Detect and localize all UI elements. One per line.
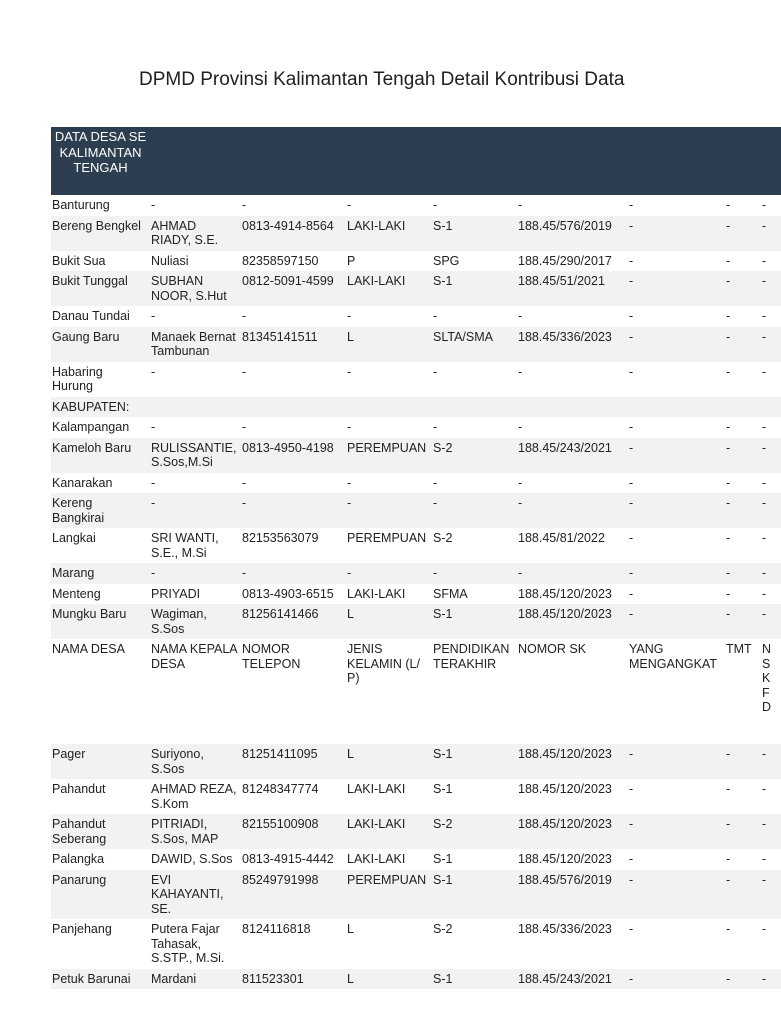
table-cell: -	[761, 327, 781, 362]
table-cell: 0812-5091-4599	[241, 271, 346, 306]
table-cell: N S K F D	[762, 642, 772, 714]
table-cell: -	[725, 969, 761, 990]
table-cell: -	[726, 852, 731, 866]
table-cell: -	[761, 216, 781, 251]
table-cell: -	[726, 364, 731, 379]
table-cell: -	[725, 438, 761, 473]
table-cell: -	[629, 531, 634, 545]
table-cell: -	[433, 475, 438, 490]
table-cell: -	[725, 744, 761, 779]
table-row	[51, 604, 781, 639]
table-cell: AHMAD RIADY, S.E.	[150, 216, 241, 251]
table-cell: Langkai	[52, 531, 96, 545]
table-cell: SPG	[433, 253, 460, 268]
table-cell: Panarung	[51, 870, 150, 920]
table-cell: Nuliasi	[151, 253, 189, 268]
table-cell: L	[346, 744, 432, 779]
table-cell: -	[242, 198, 247, 212]
table-row	[51, 563, 781, 584]
table-cell	[725, 397, 761, 418]
table-cell: -	[726, 198, 731, 212]
table-cell: LAKI-LAKI	[346, 814, 432, 849]
table-cell: -	[628, 563, 725, 584]
table-cell: S-2	[432, 814, 517, 849]
table-cell: 188.45/51/2021	[517, 271, 628, 306]
table-cell: Danau Tundai	[52, 309, 130, 323]
table-cell: -	[725, 327, 761, 362]
table-cell: -	[629, 364, 634, 379]
table-cell: S-1	[432, 216, 517, 251]
table-cell: PENDIDIKAN TERAKHIR	[433, 642, 510, 671]
table-cell: -	[726, 531, 731, 545]
table-cell: 188.45/336/2023	[517, 327, 628, 362]
table-cell: KABUPATEN:	[51, 397, 150, 418]
table-cell: -	[242, 475, 247, 490]
table-cell: 81248347774	[242, 782, 319, 796]
table-cell: -	[628, 969, 725, 990]
header-cell	[517, 127, 628, 195]
table-cell: -	[629, 852, 634, 866]
table-cell: -	[433, 420, 438, 434]
table-cell: NOMOR SK	[518, 642, 587, 656]
table-cell: -	[151, 364, 156, 379]
table-cell: -	[762, 364, 767, 379]
table-row	[51, 870, 781, 920]
table-row	[51, 849, 781, 870]
table-cell: -	[726, 475, 731, 490]
table-cell: LAKI-LAKI	[347, 852, 406, 866]
table-cell: -	[151, 420, 156, 434]
table-cell: -	[762, 586, 767, 601]
table-cell: AHMAD REZA, S.Kom	[151, 782, 237, 811]
table-header-row	[51, 127, 781, 195]
table-cell: -	[629, 420, 634, 434]
table-cell: -	[726, 782, 731, 796]
table-cell: -	[347, 364, 352, 379]
table-row	[51, 584, 781, 605]
table-cell: -	[433, 309, 438, 323]
header-cell	[761, 127, 781, 195]
table-cell: -	[762, 922, 767, 936]
table-cell: 81251411095	[241, 744, 346, 779]
table-cell: 188.45/120/2023	[518, 852, 612, 866]
table-cell: -	[628, 604, 725, 639]
table-cell: -	[762, 852, 767, 866]
table-cell: -	[433, 198, 438, 212]
table-cell: 85249791998	[241, 870, 346, 920]
table-cell: -	[762, 531, 767, 545]
table-cell: Panjehang	[52, 922, 112, 936]
table-cell: -	[242, 364, 247, 379]
table-cell: Gaung Baru	[51, 327, 150, 362]
table-cell: S-1	[433, 782, 453, 796]
table-cell: S-1	[432, 604, 517, 639]
table-cell: -	[518, 309, 523, 323]
table-cell: Pahandut	[52, 782, 106, 796]
table-cell: -	[151, 475, 156, 490]
table-row	[51, 417, 781, 438]
table-row	[51, 216, 781, 251]
table-cell: Palangka	[52, 852, 105, 866]
table-cell: LAKI-LAKI	[347, 782, 406, 796]
table-cell: -	[761, 493, 781, 528]
table-cell: -	[150, 493, 241, 528]
table-cell	[517, 397, 628, 418]
table-cell: RULISSANTIE, S.Sos,M.Si	[150, 438, 241, 473]
table-cell: PEREMPUAN	[346, 870, 432, 920]
table-cell: 0813-4915-4442	[242, 852, 334, 866]
table-cell: -	[518, 420, 523, 434]
table-cell: Kalampangan	[52, 420, 130, 434]
table-cell	[761, 397, 781, 418]
table-cell	[241, 397, 346, 418]
table-cell: -	[347, 475, 352, 490]
table-cell: -	[432, 493, 517, 528]
table-cell: -	[629, 475, 634, 490]
table-cell: -	[628, 216, 725, 251]
table-row	[51, 969, 781, 990]
table-cell: 8124116818	[242, 922, 311, 936]
table-cell: Habaring Hurung	[52, 364, 103, 393]
table-cell: 188.45/120/2023	[517, 604, 628, 639]
table-cell: JENIS KELAMIN (L/ P)	[347, 642, 420, 685]
table-cell: S-1	[432, 744, 517, 779]
table-cell: -	[761, 271, 781, 306]
table-cell: -	[628, 271, 725, 306]
table-cell: -	[150, 563, 241, 584]
table-cell: S-1	[432, 870, 517, 920]
table-body	[51, 195, 781, 989]
table-cell: -	[518, 364, 523, 379]
table-row	[51, 251, 781, 272]
table-cell: 188.45/576/2019	[517, 216, 628, 251]
table-cell: -	[725, 604, 761, 639]
table-cell: 188.45/336/2023	[518, 922, 612, 936]
table-cell: S-2	[432, 438, 517, 473]
table-cell: 81345141511	[241, 327, 346, 362]
header-cell	[241, 127, 346, 195]
table-cell: DAWID, S.Sos	[151, 852, 233, 866]
table-cell: -	[629, 922, 634, 936]
table-cell: -	[762, 420, 767, 434]
table-cell: S-1	[433, 852, 453, 866]
table-cell: -	[761, 563, 781, 584]
table-cell: 188.45/81/2022	[518, 531, 605, 545]
table-cell: -	[761, 744, 781, 779]
table-cell: Pahandut Seberang	[51, 814, 150, 849]
table-cell: SLTA/SMA	[432, 327, 517, 362]
table-row	[51, 271, 781, 306]
table-cell: -	[628, 438, 725, 473]
table-cell: -	[725, 870, 761, 920]
table-cell: 0813-4950-4198	[241, 438, 346, 473]
table-cell: 188.45/243/2021	[517, 969, 628, 990]
table-cell: 82153563079	[242, 531, 319, 545]
table-cell: -	[629, 309, 634, 323]
table-cell	[432, 397, 517, 418]
table-row	[51, 639, 781, 744]
table-row	[51, 473, 781, 494]
table-row	[51, 195, 781, 216]
table-cell: Banturung	[52, 198, 110, 212]
table-row	[51, 814, 781, 849]
table-cell: 81256141466	[241, 604, 346, 639]
table-cell: L	[346, 969, 432, 990]
table-cell: -	[347, 309, 352, 323]
table-row	[51, 528, 781, 563]
table-cell: SFMA	[433, 586, 468, 601]
table-cell: SRI WANTI, S.E., M.Si	[151, 531, 219, 560]
table-cell: 188.45/243/2021	[517, 438, 628, 473]
table-cell: -	[761, 969, 781, 990]
table-cell: -	[346, 493, 432, 528]
header-cell	[346, 127, 432, 195]
table-cell: -	[726, 420, 731, 434]
table-cell: 188.45/120/2023	[517, 744, 628, 779]
table-cell: 82155100908	[241, 814, 346, 849]
table-cell: -	[629, 198, 634, 212]
table-cell: PRIYADI	[151, 586, 201, 601]
table-cell: NAMA DESA	[52, 642, 125, 656]
table-cell: -	[518, 475, 523, 490]
table-cell: 0813-4914-8564	[241, 216, 346, 251]
table-cell: -	[628, 493, 725, 528]
table-cell: EVI KAHAYANTI, SE.	[150, 870, 241, 920]
table-cell: -	[629, 586, 634, 601]
table-cell: -	[762, 253, 767, 268]
table-cell: -	[725, 563, 761, 584]
table-cell: -	[628, 744, 725, 779]
table-cell: -	[761, 604, 781, 639]
table-cell: -	[241, 563, 346, 584]
table-cell: 811523301	[241, 969, 346, 990]
table-cell: 0813-4903-6515	[242, 586, 334, 601]
table-cell: NAMA KEPALA DESA	[151, 642, 237, 671]
table-cell: -	[726, 922, 731, 936]
table-cell: SUBHAN NOOR, S.Hut	[150, 271, 241, 306]
table-cell: -	[432, 563, 517, 584]
table-cell: -	[628, 870, 725, 920]
table-cell: -	[433, 364, 438, 379]
header-cell: DATA DESA SE KALIMANTAN TENGAH	[51, 127, 150, 195]
table-cell: -	[761, 438, 781, 473]
table-row	[51, 779, 781, 814]
table-cell: Wagiman, S.Sos	[150, 604, 241, 639]
table-row	[51, 306, 781, 327]
table-cell: Kameloh Baru	[51, 438, 150, 473]
table-cell: Kereng Bangkirai	[51, 493, 150, 528]
table-cell: TMT	[726, 642, 752, 656]
table-cell: Pager	[51, 744, 150, 779]
table-cell: YANG MENGANGKAT	[629, 642, 717, 671]
data-table-container[interactable]	[51, 127, 772, 989]
table-cell: Mungku Baru	[51, 604, 150, 639]
table-cell: Petuk Barunai	[51, 969, 150, 990]
header-cell	[725, 127, 761, 195]
table-cell: -	[628, 814, 725, 849]
table-cell: L	[347, 922, 354, 936]
table-cell: 188.45/120/2023	[517, 814, 628, 849]
table-cell: L	[346, 604, 432, 639]
table-cell: 82358597150	[242, 253, 319, 268]
table-cell	[150, 397, 241, 418]
table-cell: -	[762, 782, 767, 796]
table-row	[51, 397, 781, 418]
table-cell: S-1	[432, 969, 517, 990]
table-cell: -	[725, 493, 761, 528]
table-cell: -	[761, 870, 781, 920]
table-cell: -	[725, 814, 761, 849]
table-cell: Bereng Bengkel	[51, 216, 150, 251]
table-cell: Bukit Sua	[52, 253, 106, 268]
table-cell: PEREMPUAN	[347, 531, 427, 545]
table-cell: LAKI-LAKI	[346, 271, 432, 306]
table-cell: -	[347, 420, 352, 434]
table-cell: S-1	[432, 271, 517, 306]
table-cell: Suriyono, S.Sos	[150, 744, 241, 779]
table-cell: LAKI-LAKI	[347, 586, 406, 601]
table-row	[51, 438, 781, 473]
table-cell: Mardani	[150, 969, 241, 990]
table-cell: -	[629, 782, 634, 796]
table-cell: S-2	[433, 922, 453, 936]
table-cell: Menteng	[52, 586, 101, 601]
header-cell	[150, 127, 241, 195]
table-row	[51, 327, 781, 362]
table-cell: PEREMPUAN	[346, 438, 432, 473]
table-cell: 188.45/576/2019	[517, 870, 628, 920]
table-cell: 188.45/120/2023	[518, 586, 612, 601]
table-cell: -	[726, 586, 731, 601]
table-cell: -	[517, 563, 628, 584]
table-cell: -	[725, 216, 761, 251]
table-cell: -	[762, 309, 767, 323]
table-cell: -	[628, 327, 725, 362]
table-row	[51, 493, 781, 528]
table-cell: P	[347, 253, 356, 268]
table-cell: -	[347, 198, 352, 212]
table-cell: -	[725, 271, 761, 306]
table-cell: Manaek Bernat Tambunan	[150, 327, 241, 362]
page-title: DPMD Provinsi Kalimantan Tengah Detail Kontribusi Data	[139, 69, 625, 90]
table-cell: -	[762, 475, 767, 490]
table-cell: -	[726, 309, 731, 323]
table-cell: Marang	[51, 563, 150, 584]
table-header	[51, 127, 781, 195]
table-cell: 188.45/120/2023	[518, 782, 612, 796]
table-cell: Putera Fajar Tahasak, S.STP., M.Si.	[151, 922, 225, 965]
table-cell: S-2	[433, 531, 453, 545]
table-cell: LAKI-LAKI	[346, 216, 432, 251]
table-cell: -	[629, 253, 634, 268]
table-cell: -	[762, 198, 767, 212]
table-cell: -	[726, 253, 731, 268]
table-cell: -	[241, 493, 346, 528]
table-cell	[628, 397, 725, 418]
table-cell: -	[151, 198, 156, 212]
table-cell	[346, 397, 432, 418]
table-row	[51, 919, 781, 969]
table-cell: Bukit Tunggal	[51, 271, 150, 306]
header-cell	[432, 127, 517, 195]
table-cell: -	[346, 563, 432, 584]
table-cell: -	[151, 309, 156, 323]
table-cell: -	[761, 814, 781, 849]
table-cell: L	[346, 327, 432, 362]
table-cell: -	[242, 309, 247, 323]
table-cell: 188.45/290/2017	[518, 253, 612, 268]
table-cell: NOMOR TELEPON	[242, 642, 301, 671]
table-row	[51, 362, 781, 397]
village-data-table	[51, 127, 781, 989]
table-cell: -	[518, 198, 523, 212]
table-cell: Kanarakan	[52, 475, 113, 490]
table-row	[51, 744, 781, 779]
table-cell: -	[517, 493, 628, 528]
header-cell	[628, 127, 725, 195]
table-cell: -	[242, 420, 247, 434]
table-cell: PITRIADI, S.Sos, MAP	[150, 814, 241, 849]
